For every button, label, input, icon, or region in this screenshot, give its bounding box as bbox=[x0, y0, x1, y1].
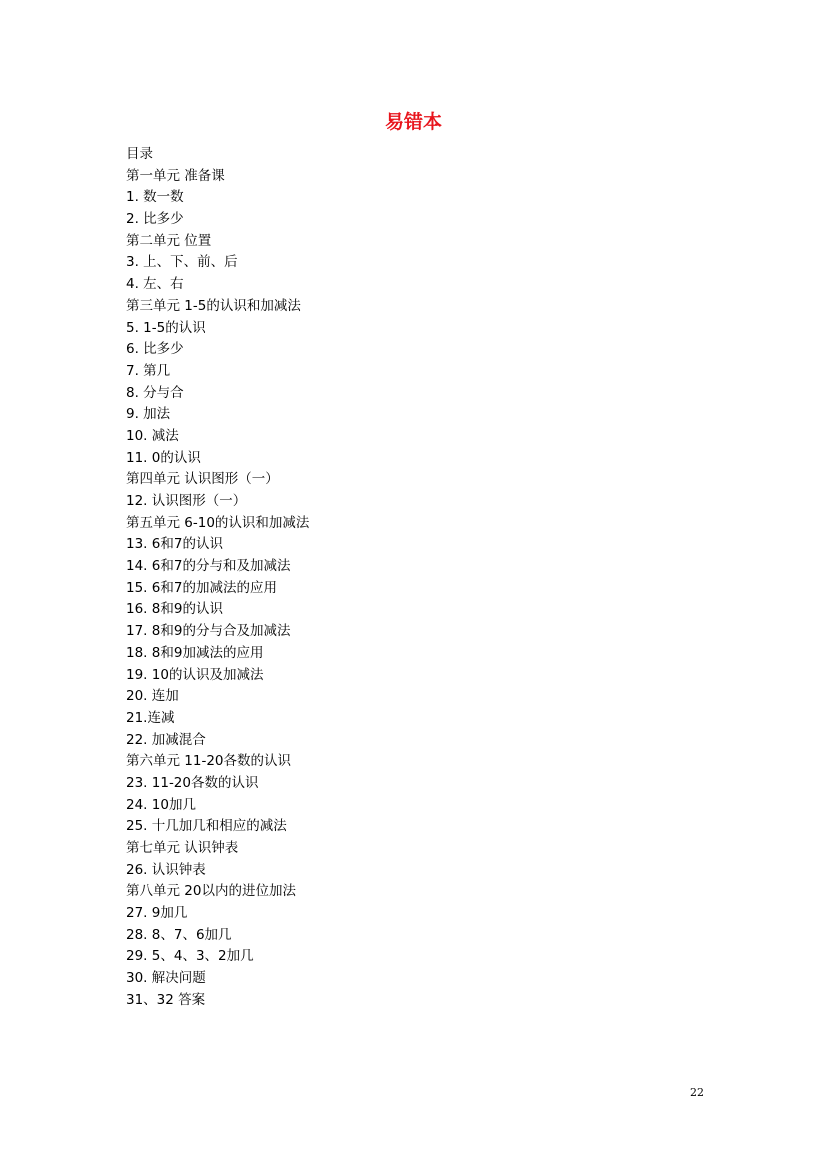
toc-unit-heading: 第三单元 1-5的认识和加减法 bbox=[126, 297, 301, 314]
toc-item: 18. 8和9加减法的应用 bbox=[126, 644, 264, 661]
toc-item: 1. 数一数 bbox=[126, 189, 184, 206]
toc-item: 22. 加减混合 bbox=[126, 731, 206, 748]
toc-item: 7. 第几 bbox=[126, 362, 171, 379]
toc-item: 9. 加法 bbox=[126, 406, 171, 423]
toc-unit-heading: 第四单元 认识图形（一） bbox=[126, 471, 279, 488]
toc-item: 2. 比多少 bbox=[126, 211, 184, 228]
toc-item: 5. 1-5的认识 bbox=[126, 319, 206, 336]
toc-unit-heading: 第二单元 位置 bbox=[126, 232, 212, 249]
toc-unit-heading: 第七单元 认识钟表 bbox=[126, 840, 239, 856]
toc-item: 15. 6和7的加减法的应用 bbox=[126, 579, 277, 596]
document-title: 易错本 bbox=[384, 111, 442, 133]
toc-item: 13. 6和7的认识 bbox=[126, 536, 223, 553]
toc-item: 28. 8、7、6加几 bbox=[126, 926, 232, 943]
toc-item: 11. 0的认识 bbox=[126, 449, 201, 466]
table-of-contents bbox=[126, 144, 309, 1012]
toc-item: 26. 认识钟表 bbox=[126, 861, 206, 878]
toc-item: 10. 减法 bbox=[126, 427, 179, 444]
toc-unit-heading: 第八单元 20以内的进位加法 bbox=[126, 883, 296, 900]
toc-item: 19. 10的认识及加减法 bbox=[126, 666, 264, 683]
toc-item: 3. 上、下、前、后 bbox=[126, 254, 238, 271]
toc-item: 14. 6和7的分与和及加减法 bbox=[126, 558, 291, 575]
toc-item: 25. 十几加几和相应的减法 bbox=[126, 818, 287, 835]
toc-item: 29. 5、4、3、2加几 bbox=[126, 948, 254, 965]
page-number: 22 bbox=[690, 1086, 704, 1099]
toc-item: 23. 11-20各数的认识 bbox=[126, 774, 259, 791]
toc-item: 30. 解决问题 bbox=[126, 970, 206, 987]
toc-item: 4. 左、右 bbox=[126, 276, 184, 293]
toc-item: 27. 9加几 bbox=[126, 905, 188, 922]
toc-item: 24. 10加几 bbox=[126, 796, 196, 813]
toc-unit-heading: 第五单元 6-10的认识和加减法 bbox=[126, 514, 310, 531]
toc-unit-heading: 第一单元 准备课 bbox=[126, 167, 225, 184]
toc-item: 16. 8和9的认识 bbox=[126, 601, 223, 618]
toc-item: 20. 连加 bbox=[126, 688, 179, 705]
toc-item: 8. 分与合 bbox=[126, 384, 184, 401]
toc-item: 12. 认识图形（一） bbox=[126, 493, 247, 509]
toc-heading: 目录 bbox=[126, 146, 153, 162]
toc-item: 17. 8和9的分与合及加减法 bbox=[126, 623, 291, 640]
toc-item: 31、32 答案 bbox=[126, 991, 206, 1008]
toc-unit-heading: 第六单元 11-20各数的认识 bbox=[126, 753, 292, 770]
toc-item: 21.连减 bbox=[126, 709, 175, 726]
toc-item: 6. 比多少 bbox=[126, 341, 184, 358]
